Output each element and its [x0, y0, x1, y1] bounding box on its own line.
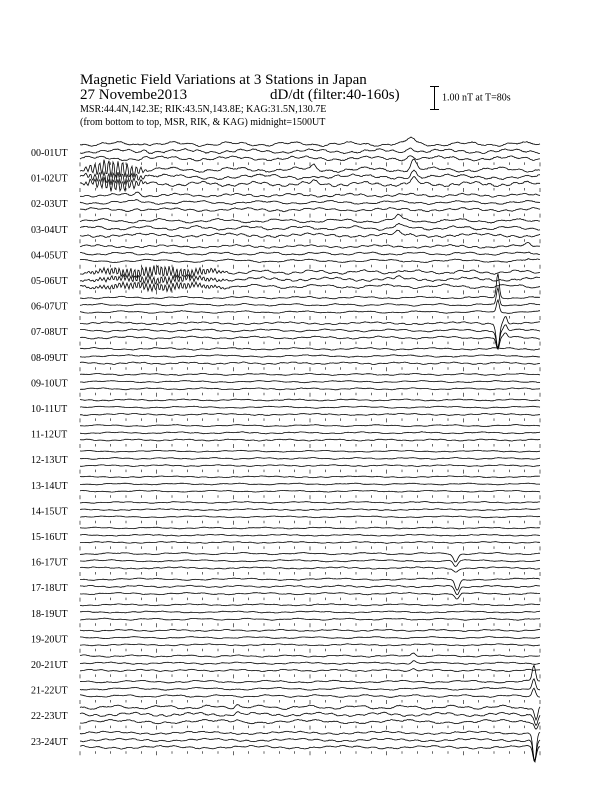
scale-label: 1.00 nT at T=80s	[442, 92, 511, 104]
minute-ticks	[80, 290, 540, 294]
trace-kag-18-19UT	[80, 604, 540, 606]
hour-label: 19-20UT	[31, 634, 68, 646]
hour-label: 18-19UT	[31, 608, 68, 620]
hour-label: 01-02UT	[31, 173, 68, 185]
trace-msr-10-11UT	[80, 413, 540, 415]
minute-ticks	[80, 214, 540, 218]
trace-kag-08-09UT	[80, 348, 540, 351]
minute-ticks	[80, 674, 540, 678]
station-coordinates: MSR:44.4N,142.3E; RIK:43.5N,143.8E; KAG:31.5N,130.7E	[80, 104, 327, 115]
minute-ticks	[80, 265, 540, 269]
hour-label: 14-15UT	[31, 506, 68, 518]
minute-ticks	[80, 316, 540, 320]
trace-msr-00-01UT	[80, 156, 540, 161]
minute-ticks	[80, 393, 540, 397]
trace-rik-18-19UT	[80, 611, 540, 613]
hour-label: 17-18UT	[31, 583, 68, 595]
trace-rik-22-23UT	[80, 712, 540, 726]
trace-rik-00-01UT	[80, 148, 540, 154]
hour-label: 04-05UT	[31, 250, 68, 262]
quantity-label: dD/dt (filter:40-160s)	[270, 87, 400, 103]
trace-kag-06-07UT	[80, 274, 540, 299]
trace-kag-12-13UT	[80, 450, 540, 452]
trace-rik-12-13UT	[80, 458, 540, 460]
trace-kag-11-12UT	[80, 425, 540, 427]
trace-msr-04-05UT	[80, 259, 540, 263]
hour-label: 20-21UT	[31, 660, 68, 671]
hour-label: 06-07UT	[31, 301, 68, 313]
trace-msr-05-06UT	[80, 282, 540, 291]
minute-ticks	[80, 162, 540, 166]
trace-kag-21-22UT	[80, 665, 540, 683]
trace-rik-09-10UT	[80, 381, 540, 383]
hour-label: 11-12UT	[31, 429, 68, 441]
trace-msr-08-09UT	[80, 362, 540, 365]
hour-label: 03-04UT	[31, 224, 68, 236]
minute-ticks	[80, 367, 540, 371]
minute-ticks	[80, 700, 540, 704]
trace-kag-22-23UT	[80, 705, 540, 720]
hour-label: 13-14UT	[31, 480, 68, 492]
trace-rik-19-20UT	[80, 637, 540, 639]
hour-label: 00-01UT	[31, 148, 68, 159]
minute-ticks	[80, 470, 540, 474]
minute-ticks	[80, 623, 540, 627]
trace-rik-10-11UT	[80, 406, 540, 408]
hour-label: 23-24UT	[31, 736, 68, 748]
minute-ticks	[80, 521, 540, 525]
trace-msr-06-07UT	[80, 300, 540, 314]
trace-msr-03-04UT	[80, 230, 540, 237]
trace-rik-05-06UT	[80, 275, 540, 285]
hour-label: 07-08UT	[31, 327, 68, 339]
trace-rik-16-17UT	[80, 560, 540, 567]
trace-rik-20-21UT	[80, 661, 540, 665]
trace-msr-13-14UT	[80, 490, 540, 492]
minute-ticks	[80, 444, 540, 448]
station-order-note: (from bottom to top, MSR, RIK, & KAG) midnight=1500UT	[80, 117, 326, 128]
hour-label: 22-23UT	[31, 711, 68, 723]
trace-kag-10-11UT	[80, 399, 540, 401]
trace-rik-11-12UT	[80, 432, 540, 434]
trace-kag-19-20UT	[80, 629, 540, 631]
trace-msr-15-16UT	[80, 542, 540, 544]
hour-label: 09-10UT	[31, 378, 68, 390]
trace-kag-14-15UT	[80, 502, 540, 504]
trace-rik-04-05UT	[80, 252, 540, 255]
hour-label: 02-03UT	[31, 199, 68, 211]
trace-rik-13-14UT	[80, 483, 540, 485]
minute-ticks	[80, 649, 540, 653]
minute-ticks	[80, 418, 540, 422]
chart-title: Magnetic Field Variations at 3 Stations in Japan	[80, 72, 367, 88]
trace-msr-19-20UT	[80, 644, 540, 646]
minute-ticks	[80, 239, 540, 243]
trace-kag-01-02UT	[80, 159, 540, 177]
trace-msr-16-17UT	[80, 567, 540, 572]
minute-ticks	[80, 726, 540, 730]
minute-ticks	[80, 546, 540, 550]
trace-kag-09-10UT	[80, 373, 540, 375]
trace-kag-13-14UT	[80, 476, 540, 478]
trace-rik-14-15UT	[80, 509, 540, 511]
trace-msr-20-21UT	[80, 669, 540, 672]
hour-label: 12-13UT	[31, 455, 68, 467]
trace-msr-14-15UT	[80, 516, 540, 518]
hour-label: 10-11UT	[31, 404, 68, 415]
trace-kag-15-16UT	[80, 527, 540, 529]
hour-label: 21-22UT	[31, 685, 68, 697]
minute-ticks	[80, 342, 540, 346]
trace-msr-12-13UT	[80, 465, 540, 467]
minute-ticks	[80, 598, 540, 602]
minute-ticks	[80, 495, 540, 499]
minute-ticks	[80, 572, 540, 576]
trace-kag-02-03UT	[80, 192, 540, 197]
trace-rik-08-09UT	[80, 355, 540, 358]
hour-label: 16-17UT	[31, 557, 68, 569]
trace-kag-00-01UT	[80, 137, 540, 147]
minute-ticks	[80, 751, 540, 755]
trace-msr-09-10UT	[80, 388, 540, 390]
trace-rik-23-24UT	[80, 738, 540, 760]
trace-msr-18-19UT	[80, 618, 540, 620]
trace-kag-20-21UT	[80, 653, 540, 657]
trace-kag-04-05UT	[80, 242, 540, 248]
trace-rik-02-03UT	[80, 200, 540, 205]
hour-label: 05-06UT	[31, 276, 68, 287]
trace-msr-02-03UT	[80, 208, 540, 212]
hour-label: 15-16UT	[31, 532, 68, 543]
hour-label: 08-09UT	[31, 352, 68, 364]
date-label: 27 Novembe2013	[80, 87, 188, 103]
trace-rik-03-04UT	[80, 223, 540, 230]
minute-ticks	[80, 188, 540, 192]
trace-msr-11-12UT	[80, 439, 540, 441]
trace-msr-07-08UT	[80, 333, 540, 349]
trace-rik-15-16UT	[80, 534, 540, 536]
trace-kag-17-18UT	[80, 578, 540, 590]
